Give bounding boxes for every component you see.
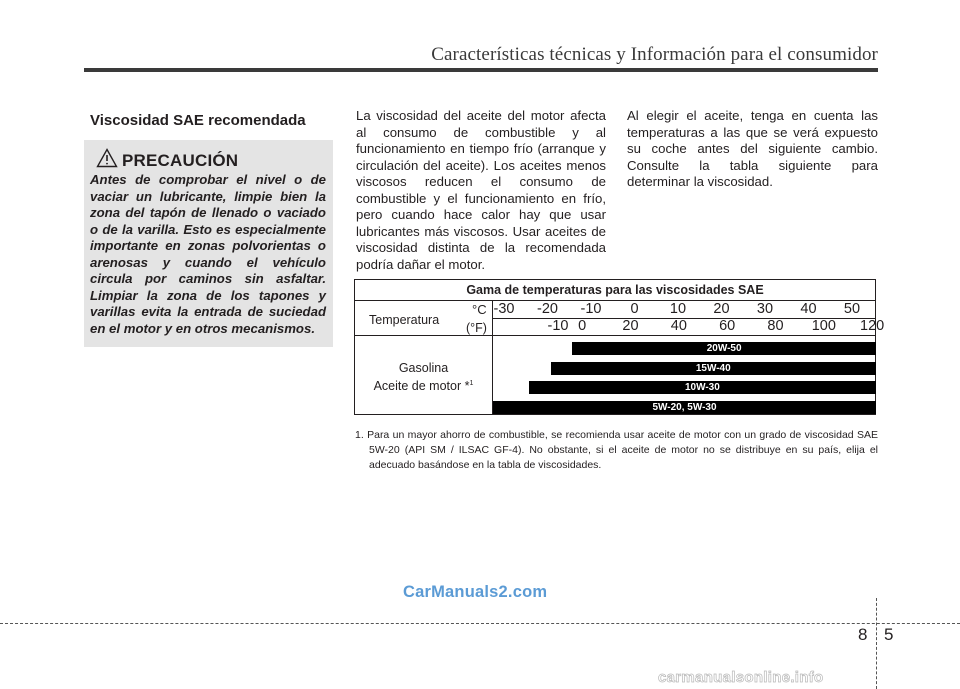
viscosity-temperature-table <box>354 279 885 415</box>
oil-grade-bar: 20W-50 <box>572 342 876 355</box>
caution-header <box>96 148 238 168</box>
temperature-label: Temperatura <box>369 313 440 327</box>
oil-selection-paragraph: Al elegir el aceite, tenga en cuenta las temperaturas a las que se verá expuesto su coche antes del siguiente cambio. Consulte la tabla siguiente para determinar la viscosidad. <box>627 108 878 189</box>
fahrenheit-tick: -10 <box>547 318 569 334</box>
site-watermark: carmanualsonline.info <box>658 669 824 686</box>
header-rule <box>84 68 878 72</box>
fahrenheit-tick: 40 <box>670 318 687 334</box>
celsius-tick: 50 <box>843 301 861 317</box>
oil-grade-bar: 10W-30 <box>529 381 876 394</box>
caution-title: PRECAUCIÓN <box>122 151 239 170</box>
page-number: 5 <box>884 625 894 644</box>
celsius-tick: 20 <box>713 301 730 317</box>
table-divider-horizontal <box>355 335 875 336</box>
celsius-tick: 0 <box>630 301 639 317</box>
fahrenheit-tick: 80 <box>767 318 784 334</box>
engine-oil-label: Aceite de motor * <box>373 379 470 394</box>
oil-grade-bar: 15W-40 <box>551 362 877 375</box>
celsius-tick: 10 <box>669 301 687 317</box>
fahrenheit-tick: 0 <box>578 318 587 334</box>
celsius-tick: -20 <box>537 301 558 317</box>
warning-triangle-icon <box>96 148 118 168</box>
fahrenheit-tick: 20 <box>622 318 639 334</box>
section-title: Viscosidad SAE recomendada <box>90 112 306 129</box>
fahrenheit-scale <box>493 318 885 335</box>
viscosity-paragraph: La viscosidad del aceite del motor afecta al consumo de combustible y al funcionamiento en tiempo frío (arranque y circulación del aceite). Los aceites menos viscosos reducen el consumo de combustible y el funcionamiento en frío, pero cuando hace calor hay que usar lubricantes más viscosos. Usar aceites de viscosidad distinta de la recomendada podría dañar el motor. <box>356 108 606 272</box>
fahrenheit-tick: 120 <box>860 318 885 334</box>
celsius-tick: -30 <box>493 301 515 317</box>
celsius-scale <box>493 301 876 319</box>
celsius-tick: 40 <box>800 301 817 317</box>
caution-text: Antes de comprobar el nivel o de vaciar un lubricante, limpie bien la zona del tapón de llenado o vaciado o de la varilla. Esto es especialmente importante en zonas polvorientas o arenosas y cuando el vehículo circula por caminos sin asfaltar. Limpiar la zona de los tapones y varillas evita la entrada de suciedad en el motor y en otros mecanismos. <box>90 172 326 336</box>
chapter-number: 8 <box>858 625 868 644</box>
table-title: Gama de temperaturas para las viscosidades SAE <box>355 280 875 301</box>
celsius-tick: 30 <box>756 301 774 317</box>
celsius-unit: °C <box>472 302 487 317</box>
oil-grade-bar: 5W-20, 5W-30 <box>493 401 876 414</box>
footnote-marker: 1 <box>469 380 474 387</box>
footnote-text: 1. Para un mayor ahorro de combustible, se recomienda usar aceite de motor con un grado de viscosidad SAE 5W-20 (API SM / ILSAC GF-4). No obstante, si el aceite de motor no se distribuye en su país, elija el adecuado basándose en la tabla de viscosidades. <box>355 429 878 471</box>
celsius-tick: -10 <box>580 301 602 317</box>
fahrenheit-tick: 100 <box>811 318 836 334</box>
footnote <box>355 428 878 473</box>
gasoline-oil-label <box>355 361 492 394</box>
watermark-logo: CarManuals2.com <box>403 583 548 601</box>
page-number-separator <box>876 598 877 689</box>
fahrenheit-tick: 60 <box>719 318 736 334</box>
gasoline-label: Gasolina <box>398 361 449 375</box>
caution-box <box>84 140 333 347</box>
page-header-title: Características técnicas y Información para el consumidor <box>431 44 878 65</box>
fahrenheit-unit: (°F) <box>466 321 487 335</box>
footer-rule <box>0 623 960 624</box>
